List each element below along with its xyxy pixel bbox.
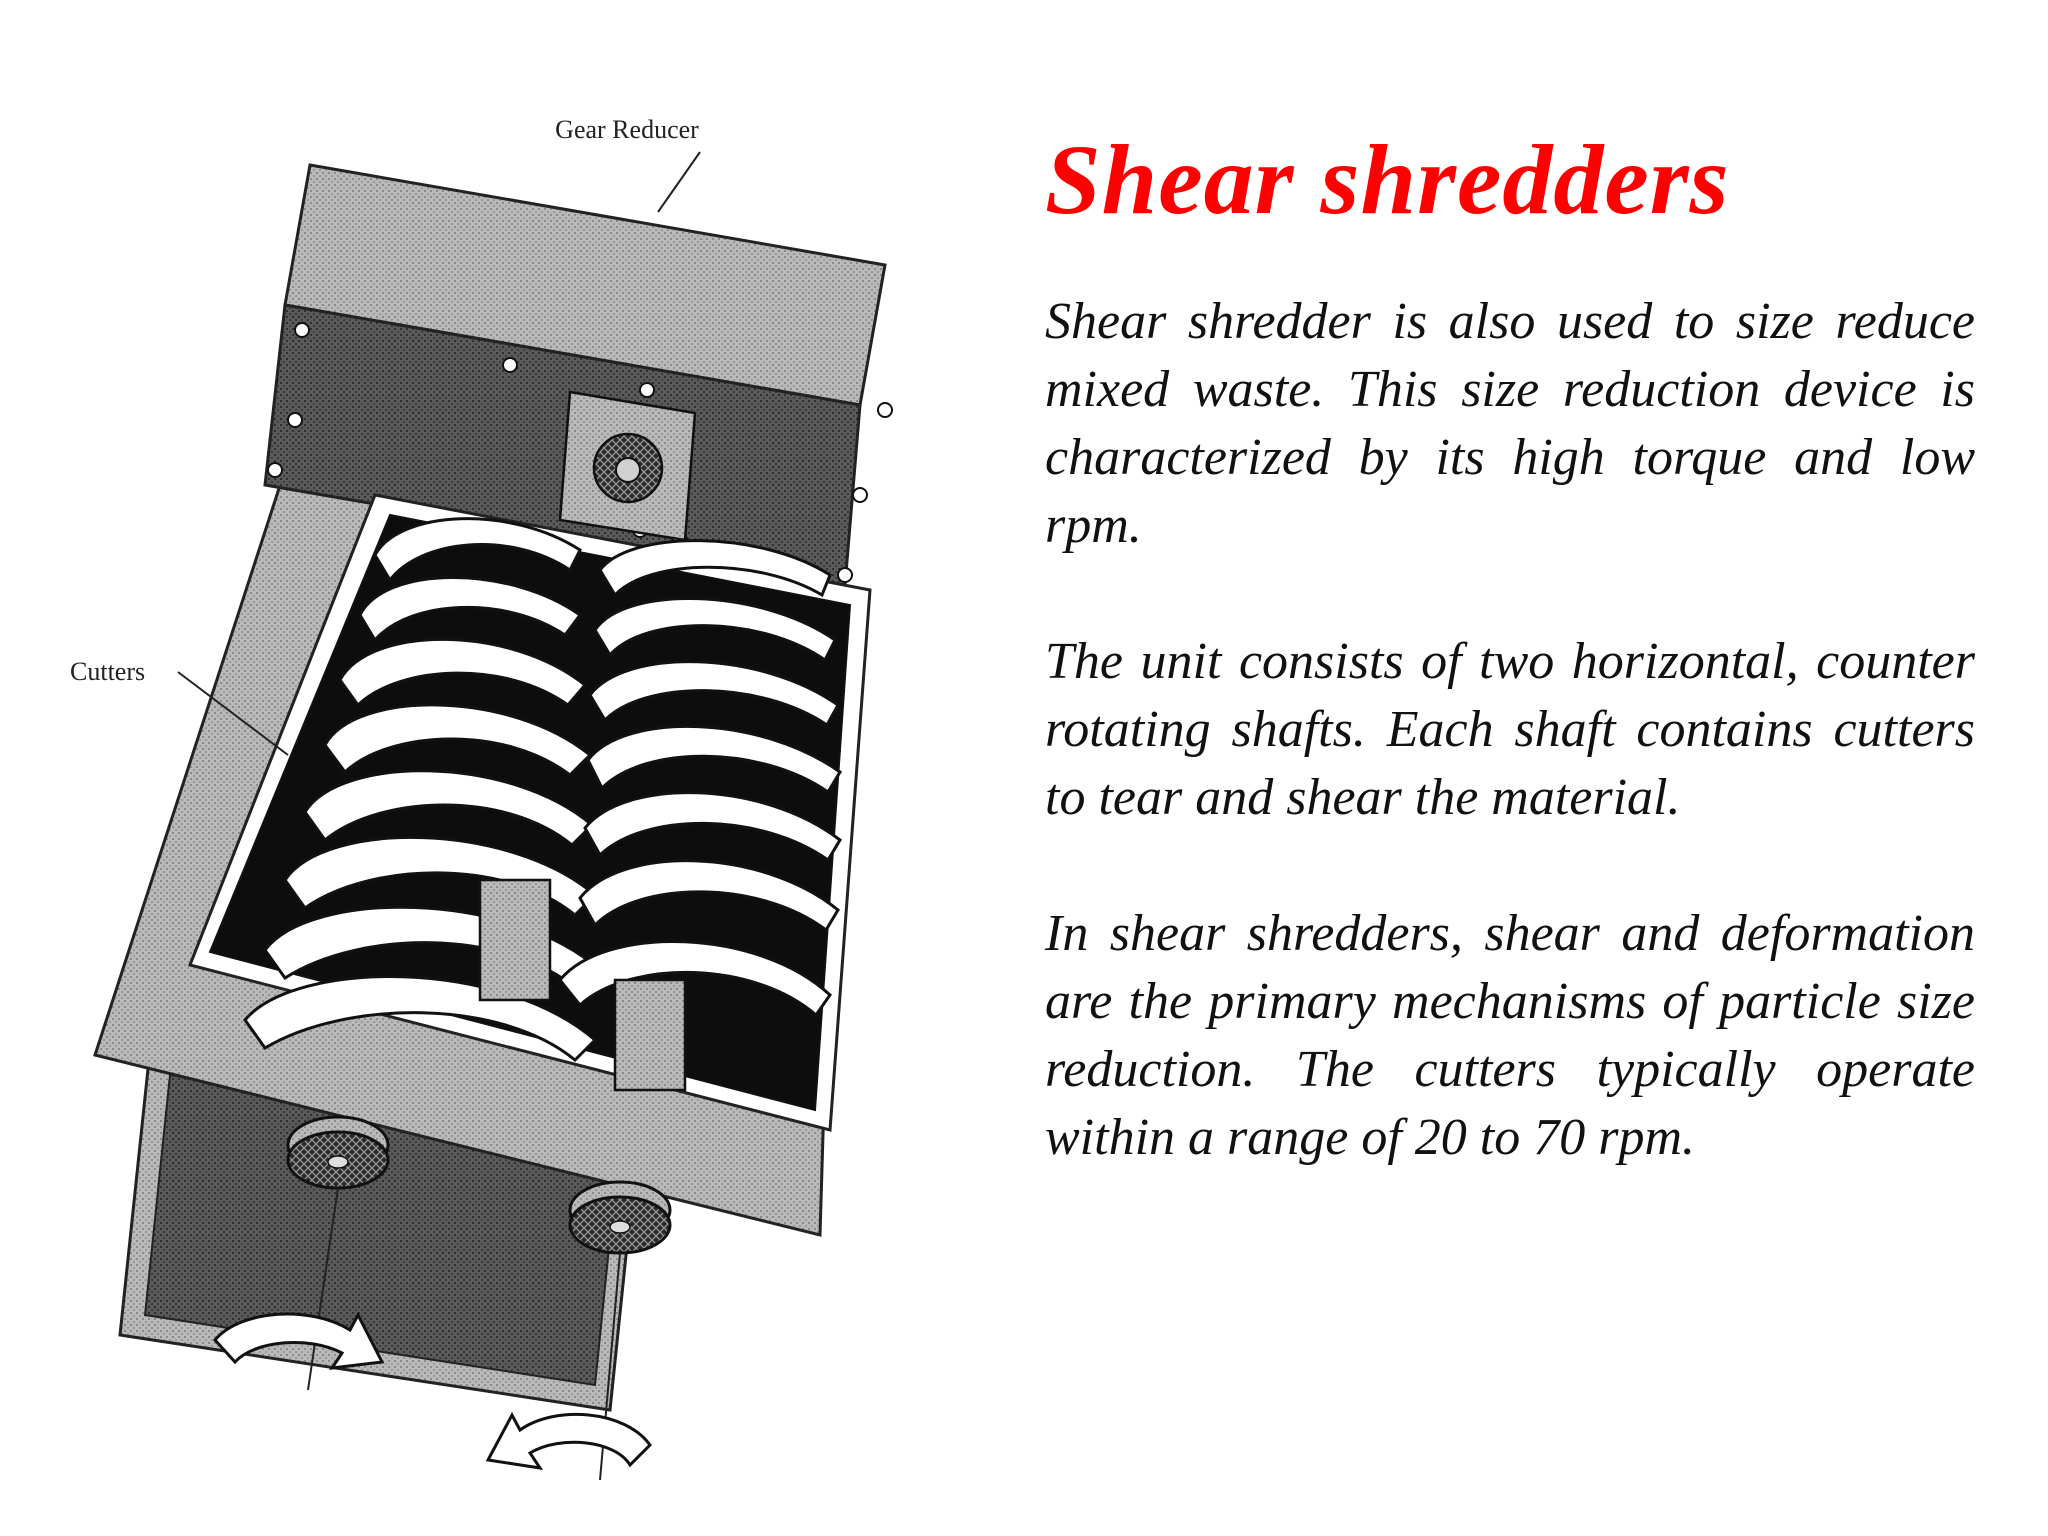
- rotation-arrow-right: [488, 1414, 650, 1468]
- slide-title: Shear shredders: [1045, 124, 1730, 235]
- paragraph-2: The unit consists of two horizontal, counter rotating shafts. Each shaft contains cutters to tear and shear the material.: [1045, 633, 1975, 826]
- paragraph-1: Shear shredder is also used to size reduce mixed waste. This size reduction device is characterized by its high torque and low rpm.: [1045, 293, 1975, 554]
- cutters-label: Cutters: [70, 657, 146, 686]
- shredder-diagram: [40, 100, 940, 1480]
- body-text: [1045, 288, 1975, 1240]
- paragraph-3: In shear shredders, shear and deformation are the primary mechanisms of particle size reduction. The cutters typically operate within a range of 20 to 70 rpm.: [1045, 905, 1975, 1166]
- gear-reducer-label: Gear Reducer: [555, 115, 699, 144]
- shredder-illustration: [40, 100, 940, 1480]
